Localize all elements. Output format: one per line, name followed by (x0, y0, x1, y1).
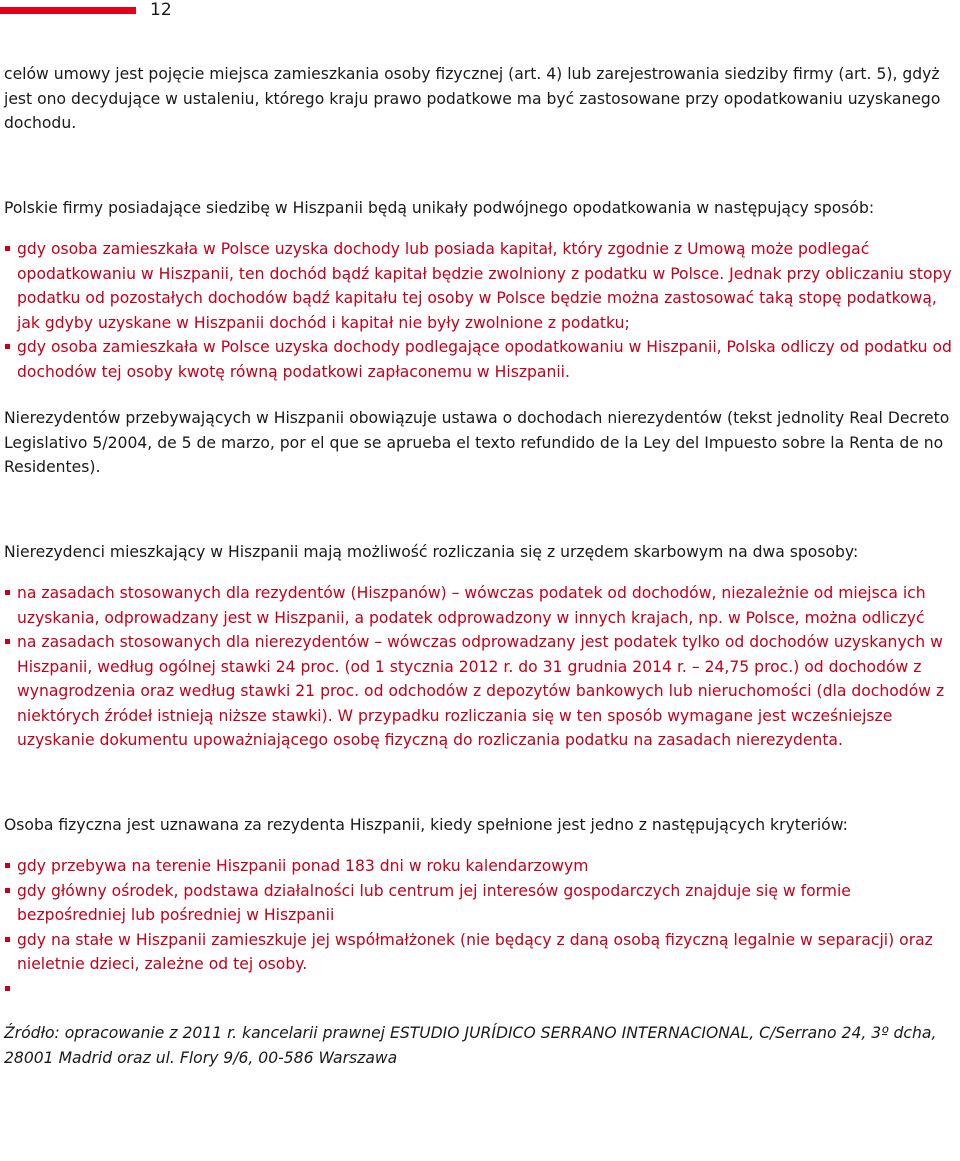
double-taxation-list (4, 237, 956, 384)
paragraph-intro: celów umowy jest pojęcie miejsca zamieszkania osoby fizycznej (art. 4) lub zarejestrowania siedziby firmy (art. 5), gdyż jest ono decydujące w ustaleniu, którego kraju prawo podatkowe ma być zastosowane przy opodatkowaniu uzyskanego dochodu. (4, 65, 941, 132)
document-body (4, 62, 956, 1070)
paragraph-polish-firms: Polskie firmy posiadające siedzibę w Hiszpanii będą unikały podwójnego opodatkowania w następujący sposób: (4, 198, 875, 217)
list-item-text: gdy główny ośrodek, podstawa działalności lub centrum jej interesów gospodarczych znajduje się w formie bezpośredniej lub pośredniej w Hiszpanii (17, 881, 851, 924)
page-number: 12 (150, 0, 172, 20)
list-item-text: gdy na stałe w Hiszpanii zamieszkuje jej współmałżonek (nie będący z daną osobą fizyczną legalnie w separacji) oraz nieletnie dzieci, zależne od tej osoby. (17, 930, 933, 973)
list-item-text: gdy przebywa na terenie Hiszpanii ponad 183 dni w roku kalendarzowym (17, 857, 589, 875)
list-item-text: gdy osoba zamieszkała w Polsce uzyska dochody podlegające opodatkowaniu w Hiszpanii, Polska odliczy od podatku od dochodów tej osoby kwotę równą podatkowi zapłaconemu w Hiszpanii. (17, 338, 952, 381)
paragraph-residency-criteria: Osoba fizyczna jest uznawana za rezydenta Hiszpanii, kiedy spełnione jest jedno z następujących kryteriów: (4, 815, 848, 834)
list-item (4, 237, 956, 335)
list-item-text: na zasadach stosowanych dla nierezydentów – wówczas odprowadzany jest podatek tylko od dochodów uzyskanych w Hiszpanii, według ogólnej stawki 24 proc. (od 1 stycznia 2012 r. do 31 grudnia 2014 r. – 24,75 proc.) od dochodów z wynagrodzenia oraz według stawki 21 proc. od odchodów z depozytów bankowych lub nieruchomości (dla dochodów z niektórych źródeł istnieją niższe stawki). W przypadku rozliczania się w ten sposób wymagane jest wcześniejsze uzyskanie dokumentu upoważniającego osobę fizyczną do rozliczania podatku na zasadach nierezydenta. (17, 633, 945, 749)
bullet-icon (5, 937, 10, 942)
residency-criteria-list (4, 854, 956, 1001)
list-item (4, 854, 956, 879)
bullet-icon (5, 344, 10, 349)
header-accent-bar (0, 7, 136, 14)
list-item-empty (4, 977, 956, 1002)
list-item (4, 879, 956, 928)
list-item-text: gdy osoba zamieszkała w Polsce uzyska dochody lub posiada kapitał, który zgodnie z Umową może podlegać opodatkowaniu w Hiszpanii, ten dochód bądź kapitał będzie zwolniony z podatku w Polsce. Jednak przy obliczaniu stopy podatku od pozostałych dochodów bądź kapitału tej osoby w Polsce będzie można zastosować taką stopę podatkową, jak gdyby uzyskane w Hiszpanii dochód i kapitał nie były zwolnione z podatku; (17, 240, 952, 332)
list-item (4, 928, 956, 977)
bullet-icon (5, 246, 10, 251)
list-item (4, 581, 956, 630)
list-item (4, 335, 956, 384)
paragraph-nonresidents-law: Nierezydentów przebywających w Hiszpanii obowiązuje ustawa o dochodach nierezydentów (tekst jednolity Real Decreto Legislativo 5/2004, de 5 de marzo, por el que se aprueba el texto refundido de la Ley del Impuesto sobre la Renta de no Residentes). (4, 409, 950, 476)
bullet-icon (5, 590, 10, 595)
page-header (0, 0, 960, 30)
list-item (4, 630, 956, 753)
source-note: Źródło: opracowanie z 2011 r. kancelarii prawnej ESTUDIO JURÍDICO SERRANO INTERNACIONAL, C/Serrano 24, 3º dcha, 28001 Madrid oraz ul. Flory 9/6, 00-586 Warszawa (4, 1024, 937, 1067)
bullet-icon (5, 888, 10, 893)
bullet-icon (5, 863, 10, 868)
list-item-text: na zasadach stosowanych dla rezydentów (Hiszpanów) – wówczas podatek od dochodów, niezależnie od miejsca ich uzyskania, odprowadzany jest w Hiszpanii, a podatek odprowadzony w innych krajach, np. w Polsce, można odliczyć (17, 584, 926, 627)
settlement-options-list (4, 581, 956, 753)
bullet-icon (5, 986, 10, 991)
bullet-icon (5, 639, 10, 644)
paragraph-settlement-options: Nierezydenci mieszkający w Hiszpanii mają możliwość rozliczania się z urzędem skarbowym na dwa sposoby: (4, 542, 859, 561)
